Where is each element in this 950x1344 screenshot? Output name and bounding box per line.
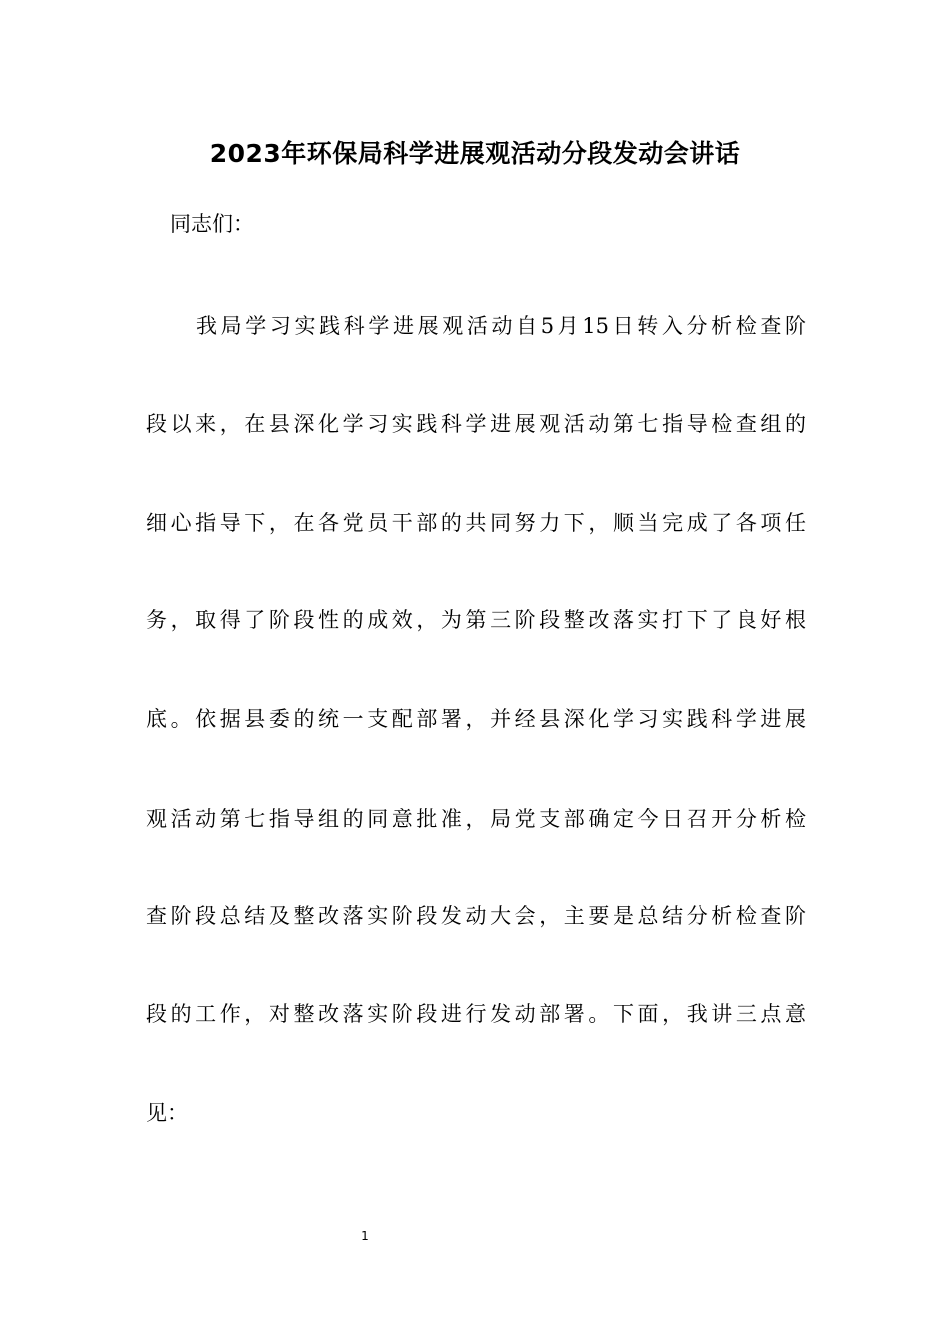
paragraph-line: 我局学习实践科学进展观活动自5月15日转入分析检查阶 xyxy=(196,314,806,338)
document-title: 2023年环保局科学进展观活动分段发动会讲话 xyxy=(209,139,741,168)
paragraph-line: 务，取得了阶段性的成效，为第三阶段整改落实打下了良好根 xyxy=(146,608,806,632)
paragraph-line: 观活动第七指导组的同意批准，局党支部确定今日召开分析检 xyxy=(146,807,806,831)
paragraph-line: 见： xyxy=(146,1101,188,1125)
paragraph-line: 段以来，在县深化学习实践科学进展观活动第七指导检查组的 xyxy=(146,412,806,436)
page-number: 1 xyxy=(361,1229,369,1243)
paragraph-line: 细心指导下，在各党员干部的共同努力下，顺当完成了各项任 xyxy=(146,511,806,535)
paragraph-line: 段的工作，对整改落实阶段进行发动部署。下面，我讲三点意 xyxy=(146,1002,806,1026)
salutation: 同志们： xyxy=(170,212,254,236)
paragraph-line: 查阶段总结及整改落实阶段发动大会，主要是总结分析检查阶 xyxy=(146,904,806,928)
paragraph-line: 底。依据县委的统一支配部署，并经县深化学习实践科学进展 xyxy=(146,707,806,731)
